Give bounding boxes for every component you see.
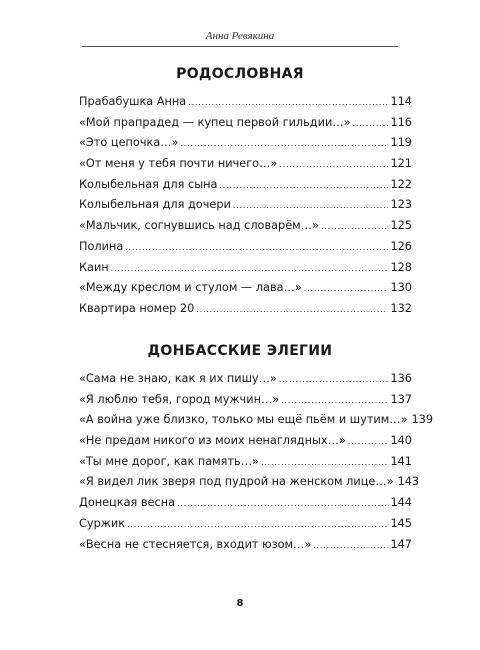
toc-entry-title: Полина xyxy=(79,239,124,253)
dot-leader xyxy=(125,238,388,259)
dot-leader xyxy=(304,279,389,300)
toc-list-rodoslovnaya xyxy=(79,92,412,320)
toc-entry[interactable] xyxy=(79,133,412,154)
toc-entry-title: Квартира номер 20 xyxy=(79,301,195,315)
toc-entry-title: «Ты мне дорог, как память…» xyxy=(79,454,259,468)
toc-entry[interactable] xyxy=(79,216,412,237)
toc-entry-title: «Не предам никого из моих ненаглядных…» xyxy=(79,434,346,448)
toc-entry-page: 145 xyxy=(390,516,412,530)
toc-entry-title: Колыбельная для дочери xyxy=(79,198,231,212)
toc-entry-page: 128 xyxy=(390,260,412,274)
toc-entry-page: 126 xyxy=(390,239,412,253)
toc-entry-page: 139 xyxy=(411,413,434,427)
toc-entry[interactable] xyxy=(79,237,412,258)
section-title-donbasskie-elegii: ДОНБАССКИЕ ЭЛЕГИИ xyxy=(147,343,333,359)
toc-entry-page: 130 xyxy=(390,281,412,295)
dot-leader xyxy=(261,453,389,474)
toc-entry-page: 116 xyxy=(390,115,412,129)
toc-entry[interactable] xyxy=(79,369,412,390)
dot-leader xyxy=(348,432,389,453)
dot-leader xyxy=(353,114,389,135)
toc-entry-title: «Между креслом и стулом — лава…» xyxy=(79,281,302,295)
dot-leader xyxy=(180,134,388,155)
toc-entry-title: Каин xyxy=(79,260,109,274)
toc-entry-title: Прабабушка Анна xyxy=(79,95,187,108)
toc-entry[interactable] xyxy=(79,278,412,299)
toc-entry[interactable] xyxy=(79,514,412,535)
toc-entry-title: «Весна не стесняется, входит юзом…» xyxy=(79,537,312,551)
toc-list-donbasskie-elegii xyxy=(79,369,434,555)
toc-entry-title: «Сама не знаю, как я их пишу…» xyxy=(79,372,277,385)
toc-entry-page: 144 xyxy=(390,496,412,510)
toc-entry[interactable] xyxy=(79,258,412,279)
toc-entry-page: 147 xyxy=(390,537,412,551)
dot-leader xyxy=(279,155,388,176)
toc-entry-page: 140 xyxy=(390,434,412,448)
toc-entry-page: 143 xyxy=(397,475,420,489)
toc-entry-page: 121 xyxy=(390,157,412,171)
section-title-rodoslovnaya: РОДОСЛОВНАЯ xyxy=(176,66,304,82)
header-rule xyxy=(82,46,398,47)
dot-leader xyxy=(279,370,389,391)
toc-entry-title: «От меня у тебя почти ничего…» xyxy=(79,157,278,171)
toc-entry[interactable] xyxy=(79,472,420,493)
toc-entry-title: «Это цепочка…» xyxy=(79,136,179,150)
toc-entry-title: «Мальчик, согнувшись над словарём…» xyxy=(79,219,319,233)
toc-entry-page: 125 xyxy=(390,219,412,233)
dot-leader xyxy=(281,391,388,412)
toc-entry-page: 123 xyxy=(390,198,412,212)
toc-entry-page: 136 xyxy=(390,372,412,385)
toc-entry-page: 114 xyxy=(390,95,412,108)
toc-entry[interactable] xyxy=(79,535,412,556)
toc-entry[interactable] xyxy=(79,390,412,411)
toc-entry[interactable] xyxy=(79,410,434,431)
toc-entry[interactable] xyxy=(79,299,412,320)
toc-entry-title: «Мой прапрадед — купец первой гильдии…» xyxy=(79,115,351,129)
dot-leader xyxy=(321,217,389,238)
toc-entry-page: 132 xyxy=(390,301,412,315)
dot-leader xyxy=(219,176,388,197)
dot-leader xyxy=(233,196,389,217)
toc-entry[interactable] xyxy=(79,493,412,514)
toc-entry-title: «Я видел лик зверя под пудрой на женском лице…» xyxy=(79,475,394,489)
toc-entry-page: 137 xyxy=(390,392,412,406)
toc-entry-page: 122 xyxy=(390,177,412,191)
toc-entry[interactable] xyxy=(79,113,412,134)
toc-entry[interactable] xyxy=(79,92,412,113)
toc-entry[interactable] xyxy=(79,154,412,175)
toc-entry-title: Колыбельная для сына xyxy=(79,177,218,191)
toc-entry-title: «А война уже близко, только мы ещё пьём и шутим…» xyxy=(79,413,408,427)
toc-entry-title: Донецкая весна xyxy=(79,496,176,510)
toc-entry-title: Суржик xyxy=(79,516,126,530)
toc-entry[interactable] xyxy=(79,195,412,216)
dot-leader xyxy=(188,93,388,114)
toc-entry[interactable] xyxy=(79,175,412,196)
dot-leader xyxy=(177,494,388,515)
dot-leader xyxy=(196,300,388,321)
running-head: Анна Ревякина xyxy=(205,30,275,42)
toc-entry-page: 119 xyxy=(390,136,412,150)
toc-entry[interactable] xyxy=(79,431,412,452)
dot-leader xyxy=(127,515,388,536)
toc-entry-title: «Я люблю тебя, город мужчин…» xyxy=(79,392,280,406)
dot-leader xyxy=(111,259,389,280)
page-number: 8 xyxy=(236,598,244,609)
dot-leader xyxy=(313,536,388,557)
toc-entry[interactable] xyxy=(79,452,412,473)
toc-entry-page: 141 xyxy=(390,454,412,468)
